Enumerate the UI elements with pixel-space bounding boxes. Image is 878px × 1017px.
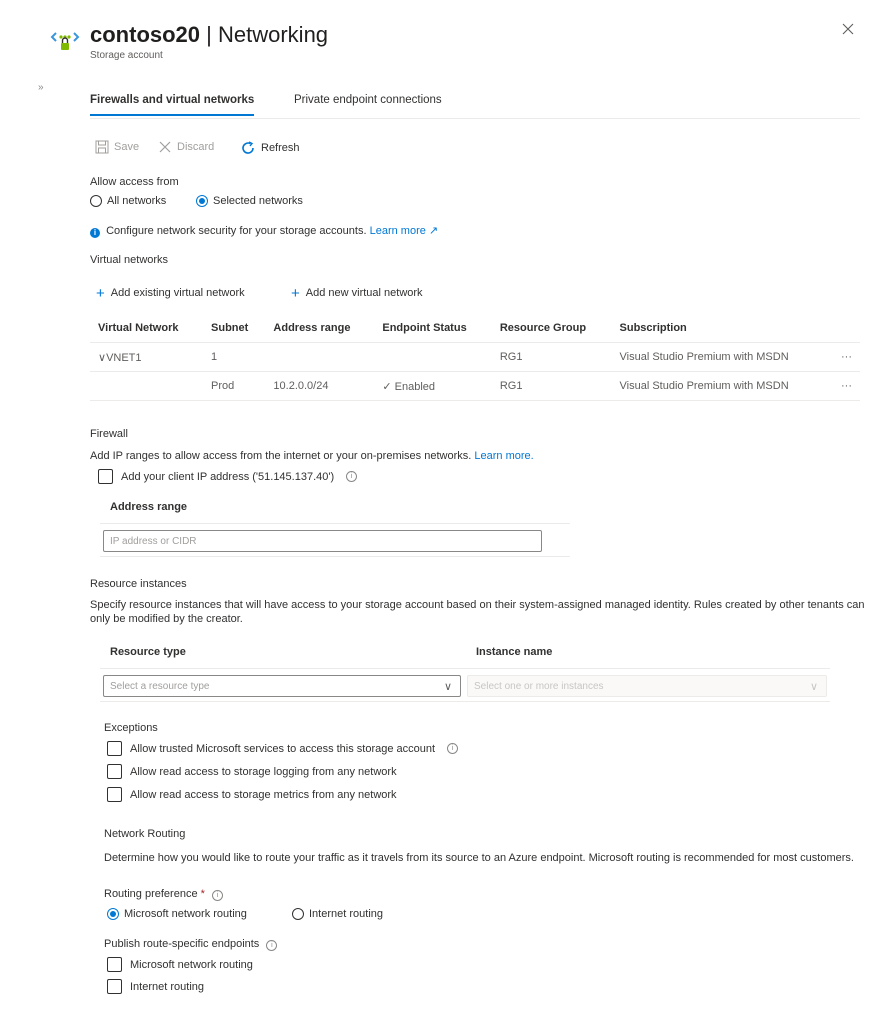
more-actions-icon[interactable]: ··· <box>828 372 860 401</box>
virtual-networks-table <box>90 314 860 401</box>
exception-trusted-services-checkbox[interactable] <box>107 741 458 756</box>
table-cell: Prod <box>203 372 265 401</box>
radio-internet-routing[interactable] <box>292 908 383 920</box>
column-header: Virtual Network <box>90 314 203 343</box>
table-cell: Visual Studio Premium with MSDN <box>612 372 829 401</box>
firewall-title: Firewall <box>90 428 128 440</box>
info-text: Configure network security for your storage accounts. <box>106 225 367 237</box>
resource-type-dropdown[interactable] <box>103 675 461 697</box>
checkbox-box <box>107 787 122 802</box>
save-button[interactable] <box>95 140 139 154</box>
instance-name-header: Instance name <box>476 646 553 658</box>
checkbox-label: Internet routing <box>130 980 204 993</box>
add-new-vnet-button[interactable] <box>291 284 423 302</box>
exception-logging-checkbox[interactable] <box>107 764 397 779</box>
publish-microsoft-routing-checkbox[interactable] <box>107 957 253 972</box>
page-title <box>90 22 328 48</box>
radio-circle <box>292 908 304 920</box>
table-cell: RG1 <box>492 372 612 401</box>
tab-firewalls[interactable]: Firewalls and virtual networks <box>90 94 254 116</box>
checkbox-box <box>107 957 122 972</box>
resource-name: contoso20 <box>90 22 201 47</box>
check-icon: ✓ <box>382 380 392 393</box>
table-cell <box>374 343 492 372</box>
tab-divider <box>90 118 860 119</box>
table-cell <box>265 343 374 372</box>
publish-endpoints-text: Publish route-specific endpoints <box>104 938 260 950</box>
table-cell: Visual Studio Premium with MSDN <box>612 343 829 372</box>
close-icon <box>842 23 854 35</box>
table-cell <box>374 372 492 401</box>
exception-metrics-checkbox[interactable] <box>107 787 397 802</box>
info-icon: i <box>90 228 100 238</box>
divider <box>100 556 570 557</box>
info-icon: i <box>346 471 357 482</box>
required-mark: * <box>200 888 205 900</box>
add-new-label: Add new virtual network <box>305 287 423 299</box>
radio-circle-selected <box>107 908 119 920</box>
dropdown-placeholder: Select a resource type <box>110 680 210 692</box>
discard-icon <box>158 140 172 154</box>
chevron-down-icon: ∨ <box>443 681 452 693</box>
checkbox-label: Allow read access to storage logging from any network <box>130 765 397 778</box>
save-icon <box>95 140 109 154</box>
table-cell: RG1 <box>492 343 612 372</box>
add-existing-vnet-button[interactable] <box>96 284 245 302</box>
column-header: Subscription <box>612 314 829 343</box>
chevron-down-icon[interactable]: ∨ <box>98 351 107 364</box>
radio-all-networks[interactable] <box>90 195 166 207</box>
table-cell[interactable] <box>90 343 203 372</box>
routing-preference-text: Routing preference <box>104 888 198 900</box>
title-separator: | <box>206 22 212 47</box>
table-cell: 1 <box>203 343 265 372</box>
refresh-label: Refresh <box>261 142 300 154</box>
dropdown-placeholder: Select one or more instances <box>474 680 604 692</box>
resource-instances-title: Resource instances <box>90 578 187 590</box>
resource-type-header: Resource type <box>110 646 186 658</box>
radio-selected-networks[interactable] <box>196 195 303 207</box>
radio-label: Microsoft network routing <box>124 908 247 920</box>
resource-instances-description: Specify resource instances that will have access to your storage account based on their system-assigned managed identity. Rules created by other tenants can only be modified by the creator. <box>90 599 865 625</box>
refresh-button[interactable] <box>240 140 300 156</box>
table-cell: 10.2.0.0/24 <box>265 372 374 401</box>
page-subtitle: Storage account <box>90 50 163 61</box>
learn-more-label: Learn more <box>369 225 426 237</box>
firewall-learn-more-link[interactable]: Learn more. <box>474 450 534 462</box>
checkbox-label: Microsoft network routing <box>130 958 253 971</box>
table-row <box>90 372 860 401</box>
discard-label: Discard <box>177 141 215 153</box>
divider <box>100 523 570 524</box>
ip-address-input[interactable]: IP address or CIDR <box>103 530 542 552</box>
divider <box>100 668 830 669</box>
radio-label: Internet routing <box>309 908 383 920</box>
checkbox-box <box>107 979 122 994</box>
client-ip-label: Add your client IP address ('51.145.137.40') <box>121 470 335 483</box>
virtual-networks-title: Virtual networks <box>90 254 169 266</box>
close-button[interactable] <box>842 22 854 40</box>
column-header: Endpoint Status <box>374 314 492 343</box>
routing-preference-label <box>104 888 223 901</box>
add-existing-label: Add existing virtual network <box>110 287 245 299</box>
client-ip-checkbox[interactable] <box>98 469 357 484</box>
firewall-desc-text: Add IP ranges to allow access from the internet or your on-premises networks. <box>90 450 472 462</box>
storage-account-icon <box>50 24 80 57</box>
column-header: Subnet <box>203 314 265 343</box>
divider <box>100 701 830 702</box>
tab-private-endpoints[interactable]: Private endpoint connections <box>294 94 442 106</box>
firewall-description <box>90 449 534 463</box>
table-cell <box>90 372 203 401</box>
learn-more-link[interactable] <box>370 225 439 237</box>
radio-label: All networks <box>107 195 167 207</box>
checkbox-box <box>98 469 113 484</box>
vnet-name: VNET1 <box>106 351 142 364</box>
network-routing-title: Network Routing <box>104 828 186 840</box>
page-name: Networking <box>218 22 329 47</box>
plus-icon: + <box>96 284 105 302</box>
table-row <box>90 343 860 372</box>
info-icon: i <box>266 940 277 951</box>
address-range-header: Address range <box>110 501 188 513</box>
checkbox-box <box>107 741 122 756</box>
info-message <box>90 224 438 238</box>
table-header-row <box>90 314 860 343</box>
endpoint-status: Enabled <box>394 380 436 393</box>
publish-endpoints-label <box>104 938 277 951</box>
radio-circle-selected <box>196 195 208 207</box>
info-icon: i <box>447 743 458 754</box>
external-link-icon: ↗ <box>428 225 439 237</box>
column-header-actions <box>828 314 860 343</box>
discard-button[interactable] <box>158 140 214 154</box>
radio-microsoft-routing[interactable] <box>107 908 247 920</box>
refresh-icon <box>240 140 256 156</box>
checkbox-label: Allow trusted Microsoft services to access this storage account <box>130 742 436 755</box>
more-actions-icon[interactable]: ··· <box>828 343 860 372</box>
checkbox-box <box>107 764 122 779</box>
plus-icon: + <box>291 284 300 302</box>
radio-circle <box>90 195 102 207</box>
network-routing-description: Determine how you would like to route your traffic as it travels from its source to an Azure endpoint. Microsoft routing is recommended for most customers. <box>104 852 854 864</box>
save-label: Save <box>114 141 140 153</box>
checkbox-label: Allow read access to storage metrics from any network <box>130 788 397 801</box>
expand-sidebar-icon[interactable]: » <box>38 82 44 93</box>
publish-internet-routing-checkbox[interactable] <box>107 979 204 994</box>
exceptions-title: Exceptions <box>104 722 158 734</box>
instance-name-dropdown[interactable] <box>467 675 827 697</box>
allow-access-label: Allow access from <box>90 176 179 188</box>
info-icon: i <box>212 890 223 901</box>
chevron-down-icon: ∨ <box>809 681 818 693</box>
radio-label: Selected networks <box>213 195 303 207</box>
column-header: Address range <box>265 314 374 343</box>
column-header: Resource Group <box>492 314 612 343</box>
